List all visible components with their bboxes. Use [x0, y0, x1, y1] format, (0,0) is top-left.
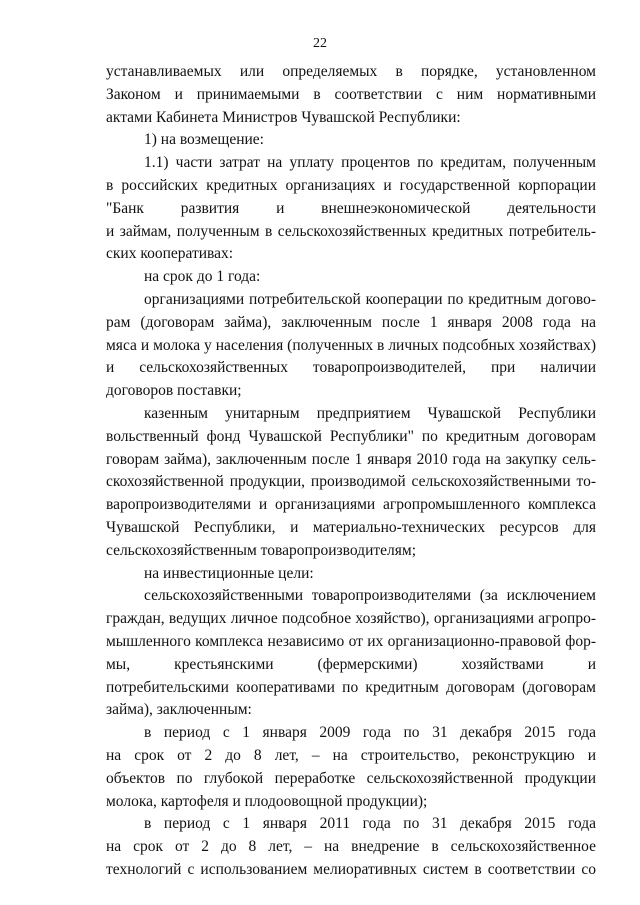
text-line: и сельскохозяйственных товаропроизводителей, при наличии	[106, 359, 596, 377]
text-line: и займам, полученным в сельскохозяйственных кредитных потребитель-	[106, 222, 596, 240]
text-line: потребительскими кооперативами по кредитным договорам (договорам	[106, 678, 596, 696]
text-line: на срок от 2 до 8 лет, – на внедрение в сельскохозяйственное	[106, 838, 596, 856]
text-line: 1.1) части затрат на уплату процентов по кредитам, полученным	[144, 154, 596, 172]
text-line: в российских кредитных организациях и государственной корпорации	[106, 176, 596, 194]
text-line: казенным унитарным предприятием Чувашской Республики	[144, 404, 596, 422]
text-line: договоров поставки;	[106, 382, 242, 400]
text-line: "Банк развития и внешнеэкономической деятельности	[106, 199, 596, 217]
text-line: актами Кабинета Министров Чувашской Республики:	[106, 108, 461, 126]
text-line: мяса и молока у населения (полученных в личных подсобных хозяйствах)	[106, 336, 596, 354]
text-line: займа), заключенным:	[106, 701, 252, 719]
text-line: организациями потребительской кооперации по кредитным догово-	[144, 290, 596, 308]
text-line: на срок от 2 до 8 лет, – на строительство, реконструкцию и	[106, 746, 596, 764]
text-line: технологий с использованием мелиоративных систем в соответствии со	[106, 860, 596, 878]
text-line: Законом и принимаемыми в соответствии с ним нормативными	[106, 85, 596, 103]
text-line: на срок до 1 года:	[144, 268, 261, 286]
text-line: мы, крестьянскими (фермерскими) хозяйствами и	[106, 655, 596, 673]
text-line: ских кооперативах:	[106, 245, 234, 263]
text-line: молока, картофеля и плодоовощной продукции);	[106, 792, 428, 810]
text-line: варопроизводителями и организациями агропромышленного комплекса	[106, 496, 596, 514]
text-line: вольственный фонд Чувашской Республики" по кредитным договорам	[106, 427, 596, 445]
text-line: скохозяйственной продукции, производимой сельскохозяйственными то-	[106, 473, 596, 491]
text-line: сельскохозяйственным товаропроизводителям;	[106, 541, 416, 559]
text-line: в период с 1 января 2009 года по 31 декабря 2015 года	[144, 724, 596, 742]
text-line: мышленного комплекса независимо от их организационно-правовой фор-	[106, 632, 596, 650]
text-line: граждан, ведущих личное подсобное хозяйство), организациями агропро-	[106, 610, 596, 628]
text-line: рам (договорам займа), заключенным после 1 января 2008 года на	[106, 313, 596, 331]
page-number: 22	[313, 36, 327, 51]
text-line: Чувашской Республики, и материально-технических ресурсов для	[106, 518, 596, 536]
text-line: объектов по глубокой переработке сельскохозяйственной продукции	[106, 769, 596, 787]
text-line: сельскохозяйственными товаропроизводителями (за исключением	[144, 587, 596, 605]
text-line: 1) на возмещение:	[144, 131, 264, 149]
body-text	[106, 61, 596, 882]
text-line: устанавливаемых или определяемых в порядке, установленном	[106, 63, 596, 80]
text-line: говорам займа), заключенным после 1 января 2010 года на закупку сель-	[106, 450, 596, 468]
text-line: на инвестиционные цели:	[144, 564, 314, 582]
text-line: в период с 1 января 2011 года по 31 декабря 2015 года	[144, 815, 596, 833]
